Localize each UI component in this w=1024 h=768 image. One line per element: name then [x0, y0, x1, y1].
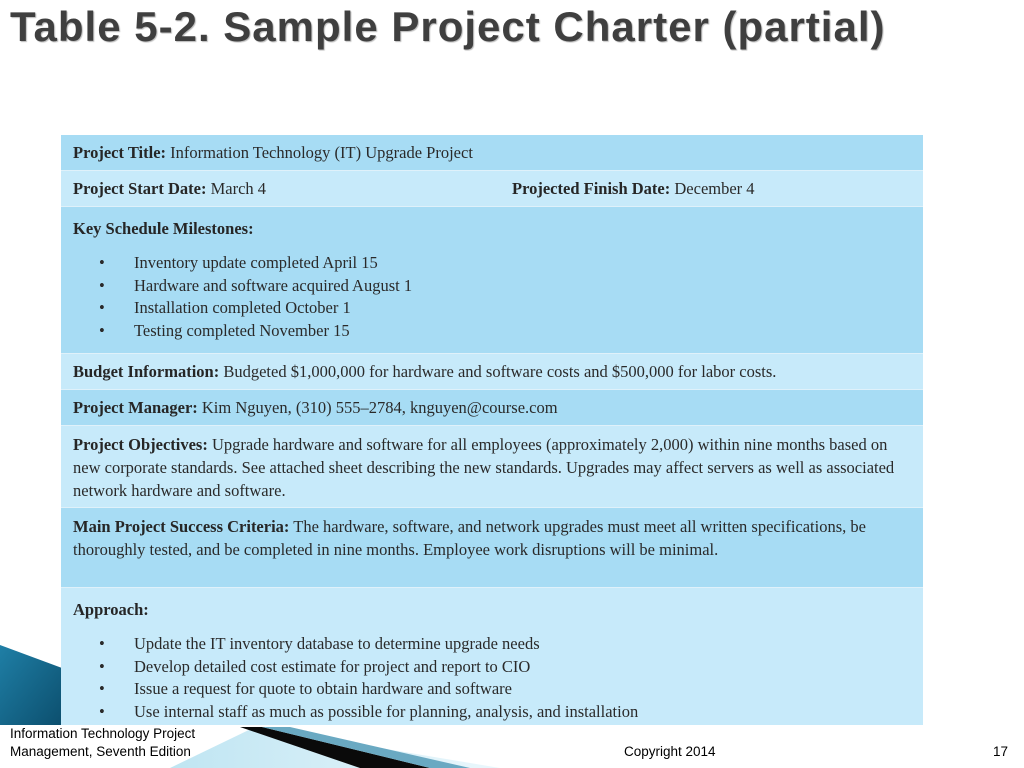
approach-label: Approach:: [73, 600, 149, 619]
approach-text: Issue a request for quote to obtain hardware and software: [134, 679, 512, 698]
project-manager-row: [61, 390, 923, 426]
bullet-icon: •: [99, 275, 105, 295]
book-title-line-2: Management, Seventh Edition: [10, 744, 191, 759]
list-item: [73, 701, 911, 724]
copyright-footer: Copyright 2014: [624, 744, 716, 759]
success-criteria-row: [61, 508, 923, 588]
bullet-icon: •: [99, 320, 105, 340]
approach-row: [61, 588, 923, 725]
objectives-label: Project Objectives:: [73, 435, 208, 454]
objectives-value: Upgrade hardware and software for all employees (approximately 2,000) within nine months based on new corporate standards. See attached sheet describing the new standards. Upgrades may affect servers as well as associated network hardware and software.: [73, 435, 895, 500]
list-item: [73, 678, 911, 701]
list-item: [73, 297, 911, 320]
list-item: [73, 320, 911, 343]
bullet-icon: •: [99, 298, 105, 317]
list-item: [73, 252, 911, 275]
finish-date-cell: [512, 179, 755, 199]
objectives-row: [61, 426, 923, 508]
list-item: [73, 275, 911, 298]
milestones-list: [73, 252, 911, 342]
project-manager-label: Project Manager:: [73, 397, 198, 417]
finish-date-value: December 4: [674, 178, 755, 198]
bullet-icon: •: [99, 656, 105, 676]
slide-title: Table 5-2. Sample Project Charter (partial): [10, 3, 886, 50]
budget-value: Budgeted $1,000,000 for hardware and software costs and $500,000 for labor costs.: [223, 361, 777, 381]
bullet-icon: •: [99, 701, 105, 721]
slide-number: 17: [992, 744, 1008, 759]
project-charter-table: [61, 135, 923, 725]
finish-date-label: Projected Finish Date:: [512, 178, 671, 198]
milestones-row: [61, 207, 923, 354]
start-date-value: March 4: [210, 178, 267, 198]
dates-row: [61, 171, 923, 207]
list-item: [73, 656, 911, 679]
project-manager-value: Kim Nguyen, (310) 555–2784, knguyen@course.com: [201, 397, 558, 417]
start-date-label: Project Start Date:: [73, 178, 207, 198]
list-item: [73, 633, 911, 656]
approach-list: [73, 633, 911, 723]
milestone-text: Installation completed October 1: [134, 298, 351, 317]
milestone-text: Hardware and software acquired August 1: [134, 275, 413, 295]
budget-label: Budget Information:: [73, 361, 220, 381]
approach-text: Update the IT inventory database to determine upgrade needs: [134, 634, 540, 653]
approach-text: Develop detailed cost estimate for project and report to CIO: [134, 656, 531, 676]
approach-text: Use internal staff as much as possible for planning, analysis, and installation: [134, 701, 639, 721]
book-title-line-1: Information Technology Project: [10, 726, 196, 741]
success-criteria-value: The hardware, software, and network upgrades must meet all written specifications, be thoroughly tested, and be completed in nine months. Employee work disruptions will be minimal.: [73, 517, 866, 559]
bullet-icon: •: [99, 253, 105, 272]
start-date-cell: [73, 179, 512, 199]
project-title-row: [61, 135, 923, 171]
budget-row: [61, 354, 923, 390]
teal-swoosh-shape: [0, 645, 62, 725]
project-title-value: Information Technology (IT) Upgrade Project: [170, 142, 473, 162]
milestone-text: Inventory update completed April 15: [134, 253, 378, 272]
milestone-text: Testing completed November 15: [134, 320, 350, 340]
book-title-footer: [10, 725, 270, 761]
project-title-label: Project Title:: [73, 142, 167, 162]
milestones-label: Key Schedule Milestones:: [73, 219, 254, 238]
bullet-icon: •: [99, 679, 105, 698]
bullet-icon: •: [99, 634, 105, 653]
success-criteria-label: Main Project Success Criteria:: [73, 517, 290, 536]
